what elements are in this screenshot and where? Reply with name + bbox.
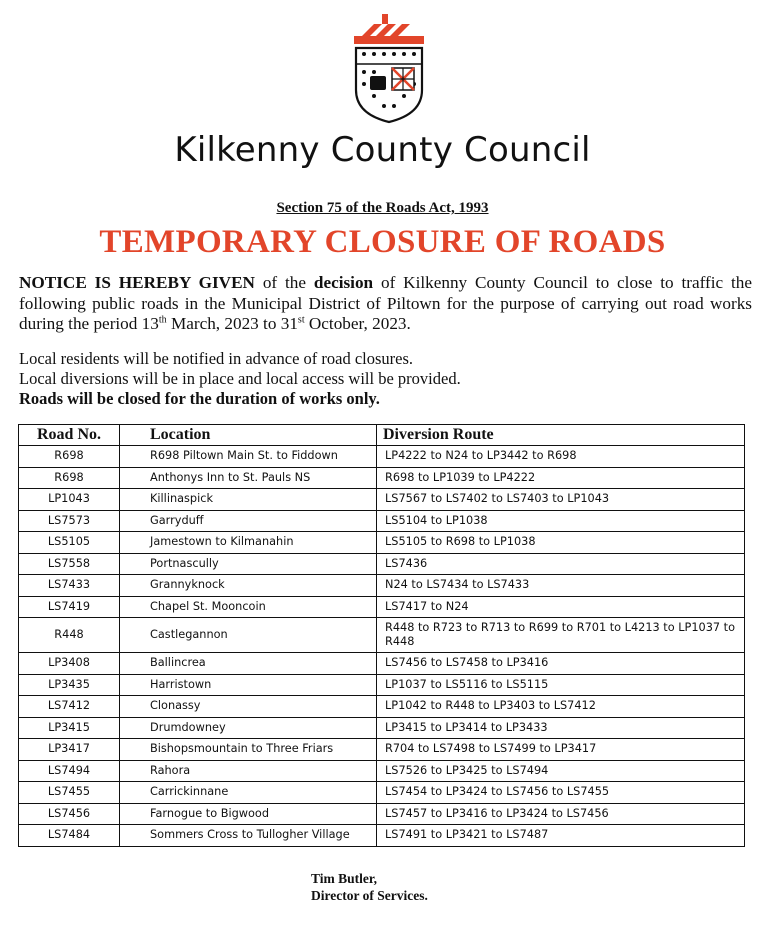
road-closures-table: [18, 424, 745, 847]
local-info-line: Local residents will be notified in advance of road closures.: [19, 349, 414, 368]
road-number-cell: LP3415: [19, 717, 120, 739]
road-number-cell: R698: [19, 446, 120, 468]
location-cell: Chapel St. Mooncoin: [120, 596, 377, 618]
location-cell: R698 Piltown Main St. to Fiddown: [120, 446, 377, 468]
ordinal-suffix: th: [158, 314, 167, 326]
table-row: [19, 717, 745, 739]
ordinal-suffix: st: [297, 314, 305, 326]
road-number-cell: LP3408: [19, 653, 120, 675]
diversion-route-cell: LP4222 to N24 to LP3442 to R698: [377, 446, 745, 468]
table-row: [19, 760, 745, 782]
notice-lead: NOTICE IS HEREBY GIVEN: [19, 273, 255, 292]
road-number-cell: R698: [19, 467, 120, 489]
council-crest-logo: [352, 10, 426, 124]
notice-text: March, 2023 to 31: [166, 314, 298, 333]
road-number-cell: LS7419: [19, 596, 120, 618]
location-cell: Castlegannon: [120, 618, 377, 653]
table-row: [19, 467, 745, 489]
road-number-cell: LS7456: [19, 803, 120, 825]
signatory-title: Director of Services.: [311, 888, 428, 903]
location-cell: Farnogue to Bigwood: [120, 803, 377, 825]
table-row: [19, 674, 745, 696]
diversion-route-cell: LS7456 to LS7458 to LP3416: [377, 653, 745, 675]
location-cell: Drumdowney: [120, 717, 377, 739]
column-header-diversion-route: Diversion Route: [377, 425, 745, 446]
diversion-route-cell: LP1037 to LS5116 to LS5115: [377, 674, 745, 696]
road-number-cell: LS7484: [19, 825, 120, 847]
diversion-route-cell: R448 to R723 to R713 to R699 to R701 to L4213 to LP1037 to R448: [377, 618, 745, 653]
diversion-route-cell: R704 to LS7498 to LS7499 to LP3417: [377, 739, 745, 761]
table-row: [19, 782, 745, 804]
local-info-line: Local diversions will be in place and local access will be provided.: [19, 369, 461, 388]
diversion-route-cell: LS7454 to LP3424 to LS7456 to LS7455: [377, 782, 745, 804]
local-info-line: Roads will be closed for the duration of works only.: [19, 389, 380, 408]
location-cell: Bishopsmountain to Three Friars: [120, 739, 377, 761]
road-number-cell: LS7573: [19, 510, 120, 532]
location-cell: Garryduff: [120, 510, 377, 532]
road-number-cell: LS7455: [19, 782, 120, 804]
diversion-route-cell: LS7526 to LP3425 to LS7494: [377, 760, 745, 782]
table-row: [19, 489, 745, 511]
notice-decision: decision: [313, 273, 374, 292]
road-number-cell: R448: [19, 618, 120, 653]
location-cell: Grannyknock: [120, 575, 377, 597]
table-header-row: [19, 425, 745, 446]
diversion-route-cell: R698 to LP1039 to LP4222: [377, 467, 745, 489]
diversion-route-cell: LS5104 to LP1038: [377, 510, 745, 532]
road-number-cell: LS7558: [19, 553, 120, 575]
diversion-route-cell: LP3415 to LP3414 to LP3433: [377, 717, 745, 739]
notice-text: October, 2023.: [304, 314, 411, 333]
table-row: [19, 532, 745, 554]
road-number-cell: LP3435: [19, 674, 120, 696]
table-row: [19, 696, 745, 718]
diversion-route-cell: LS7491 to LP3421 to LS7487: [377, 825, 745, 847]
council-name: Kilkenny County Council: [174, 130, 591, 170]
legal-section-reference: Section 75 of the Roads Act, 1993: [276, 200, 489, 216]
location-cell: Portnascully: [120, 553, 377, 575]
diversion-route-cell: LS7457 to LP3416 to LP3424 to LS7456: [377, 803, 745, 825]
location-cell: Jamestown to Kilmanahin: [120, 532, 377, 554]
column-header-location: Location: [120, 425, 377, 446]
road-number-cell: LS5105: [19, 532, 120, 554]
notice-text: of Kilkenny County Council to close to traffic the following public roads in the Municipal District of Piltown for the purpose of carrying out road works during the period 13: [19, 273, 752, 333]
table-row: [19, 825, 745, 847]
table-row: [19, 739, 745, 761]
road-number-cell: LP1043: [19, 489, 120, 511]
road-number-cell: LS7433: [19, 575, 120, 597]
notice-paragraph: [19, 273, 752, 335]
diversion-route-cell: LS7417 to N24: [377, 596, 745, 618]
location-cell: Sommers Cross to Tullogher Village: [120, 825, 377, 847]
column-header-road-no: Road No.: [19, 425, 120, 446]
table-row: [19, 596, 745, 618]
diversion-route-cell: LS7567 to LS7402 to LS7403 to LP1043: [377, 489, 745, 511]
table-row: [19, 510, 745, 532]
local-info: [19, 349, 461, 409]
table-row: [19, 575, 745, 597]
location-cell: Anthonys Inn to St. Pauls NS: [120, 467, 377, 489]
location-cell: Rahora: [120, 760, 377, 782]
road-number-cell: LS7412: [19, 696, 120, 718]
location-cell: Carrickinnane: [120, 782, 377, 804]
table-row: [19, 653, 745, 675]
diversion-route-cell: LS7436: [377, 553, 745, 575]
location-cell: Clonassy: [120, 696, 377, 718]
table-row: [19, 553, 745, 575]
table-row: [19, 803, 745, 825]
signature-block: [311, 870, 428, 904]
location-cell: Ballincrea: [120, 653, 377, 675]
diversion-route-cell: LP1042 to R448 to LP3403 to LS7412: [377, 696, 745, 718]
table-row: [19, 446, 745, 468]
location-cell: Killinaspick: [120, 489, 377, 511]
road-number-cell: LS7494: [19, 760, 120, 782]
diversion-route-cell: N24 to LS7434 to LS7433: [377, 575, 745, 597]
road-number-cell: LP3417: [19, 739, 120, 761]
notice-headline: TEMPORARY CLOSURE OF ROADS: [99, 224, 666, 260]
notice-text: of the: [254, 273, 314, 292]
table-row: [19, 618, 745, 653]
location-cell: Harristown: [120, 674, 377, 696]
diversion-route-cell: LS5105 to R698 to LP1038: [377, 532, 745, 554]
signatory-name: Tim Butler,: [311, 871, 378, 886]
